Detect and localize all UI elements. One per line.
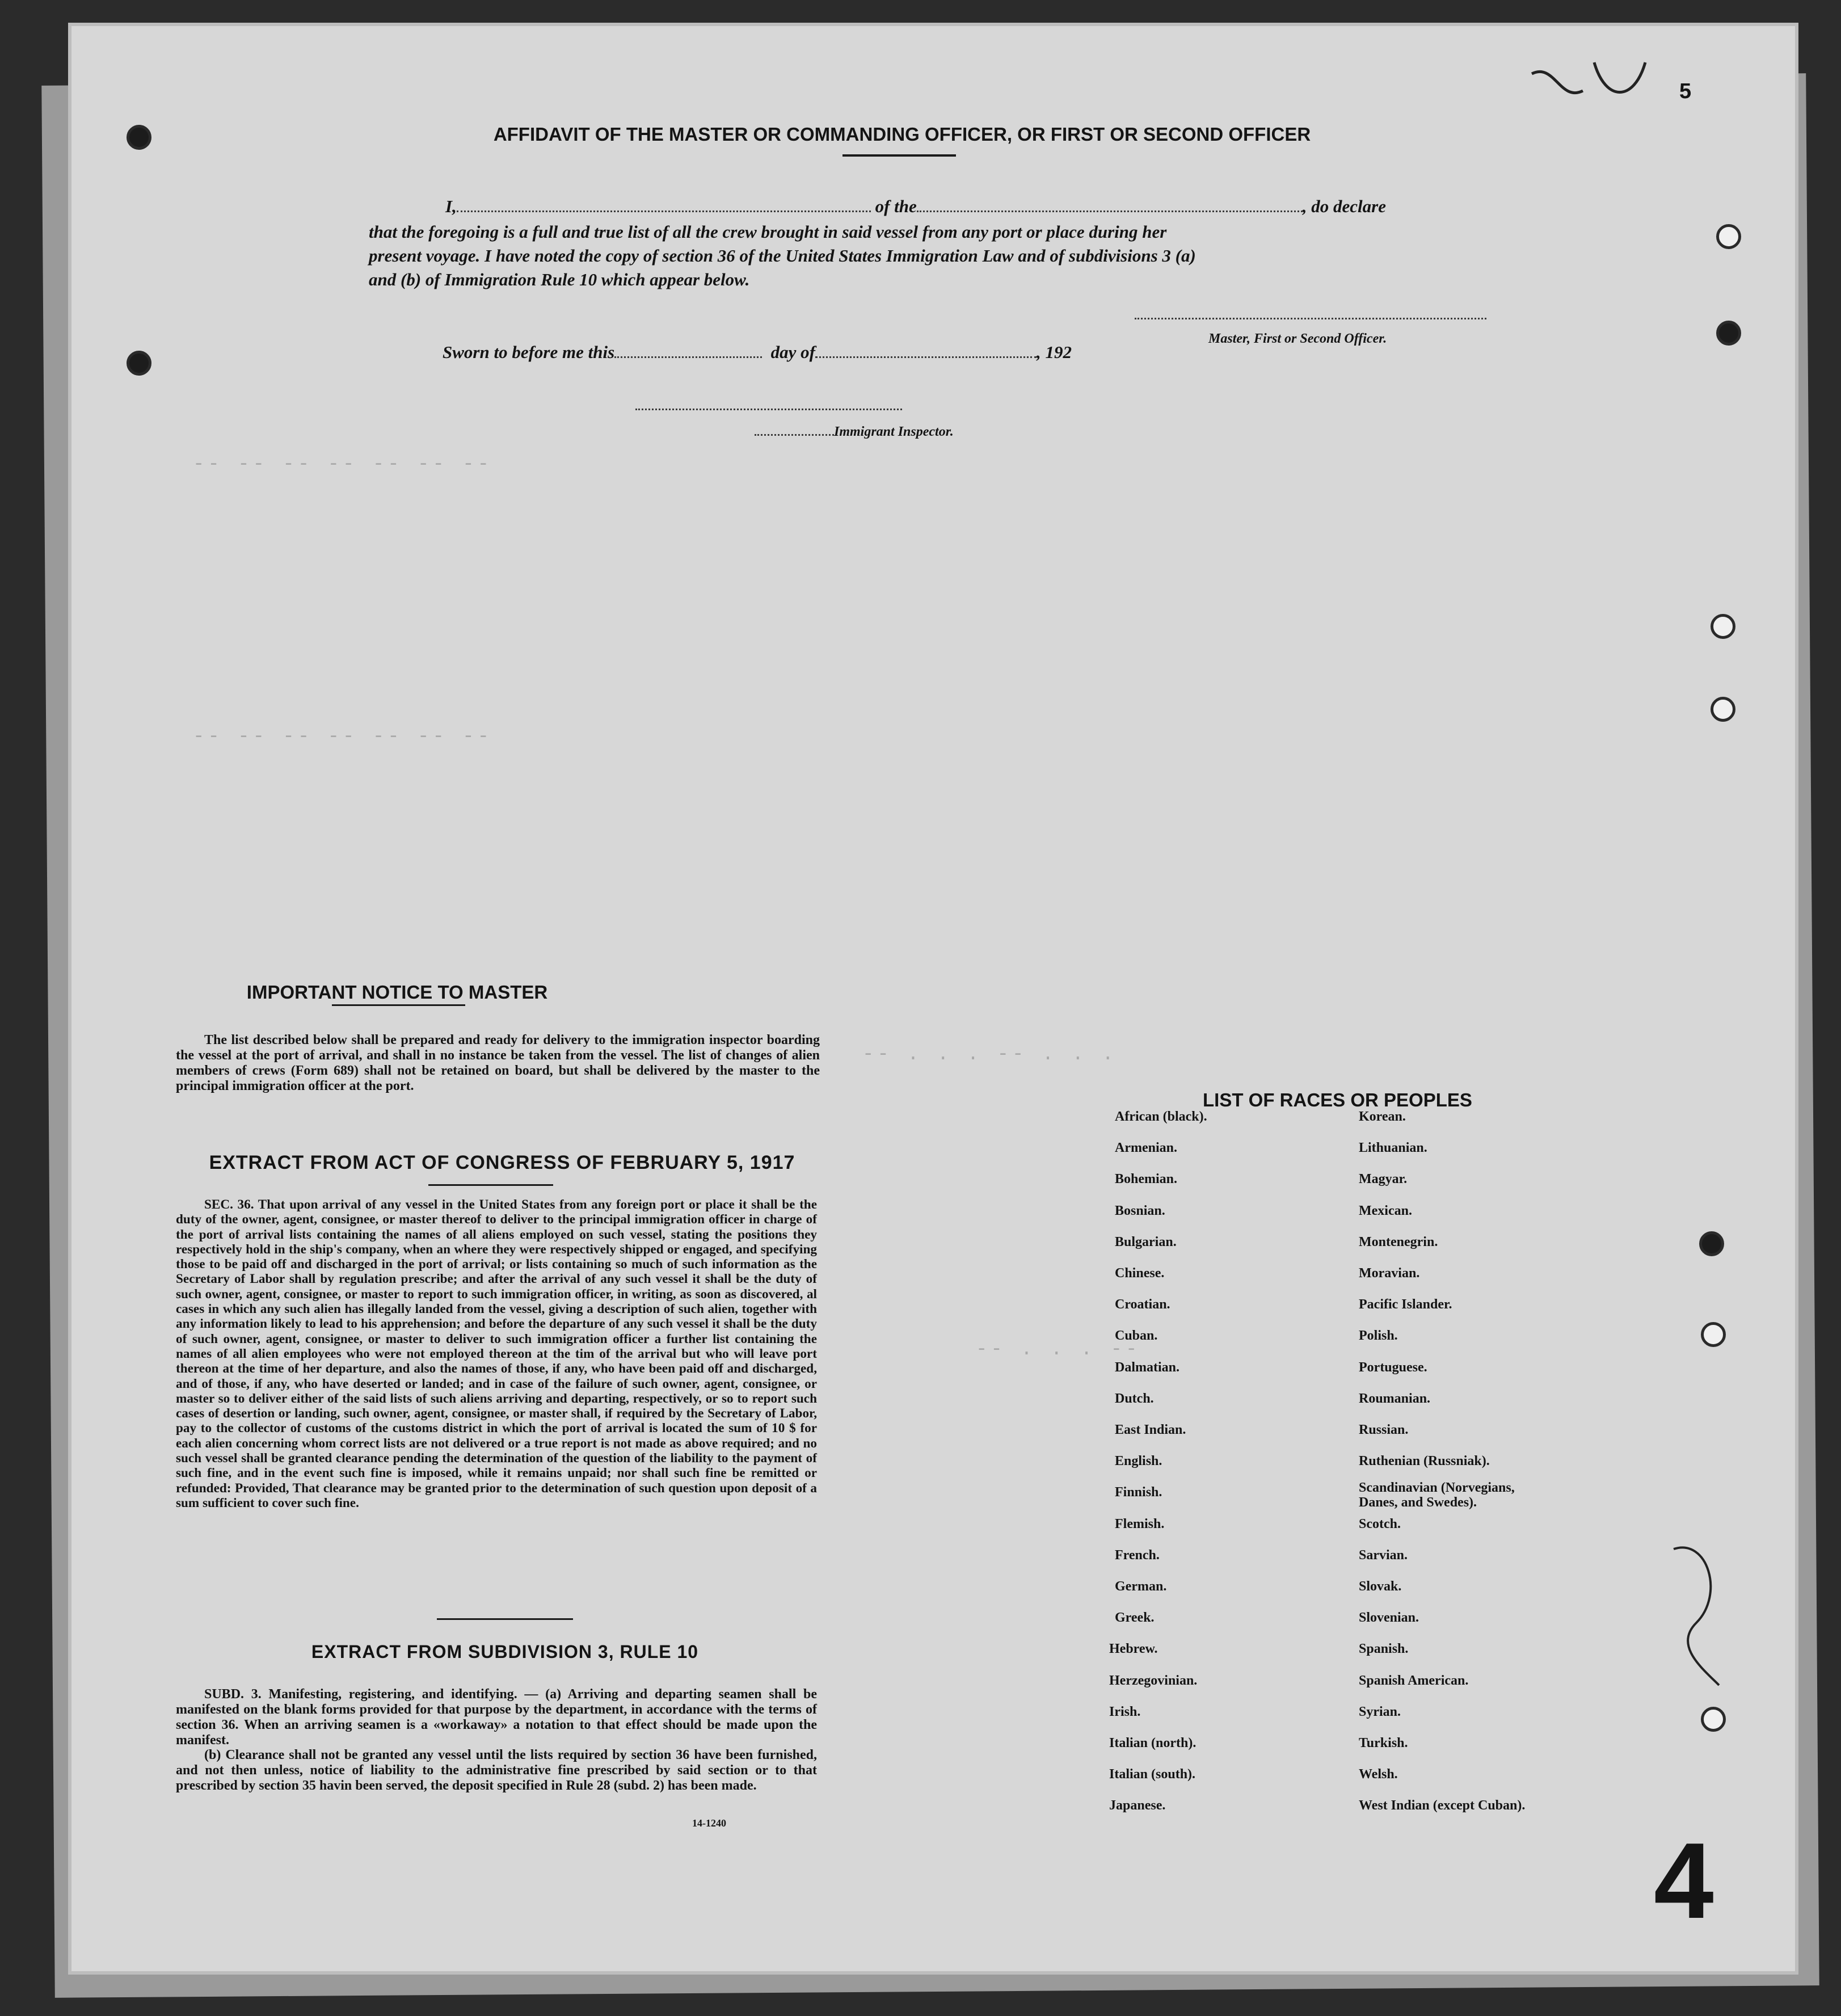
master-signature-line bbox=[1135, 318, 1486, 319]
race-left-item: Chinese. bbox=[1115, 1266, 1165, 1281]
inspector-dots bbox=[755, 434, 834, 436]
page-number-bottom: 4 bbox=[1654, 1821, 1714, 1941]
race-left-item: English. bbox=[1115, 1454, 1162, 1469]
race-right-item: Moravian. bbox=[1359, 1266, 1420, 1281]
race-left-item: Dalmatian. bbox=[1115, 1360, 1179, 1375]
form-number: 14-1240 bbox=[692, 1817, 726, 1829]
sworn-label: Sworn to before me this bbox=[443, 342, 615, 362]
sworn-day-field bbox=[614, 356, 762, 358]
race-left-item: Finnish. bbox=[1115, 1485, 1162, 1500]
race-left-item: Bohemian. bbox=[1115, 1172, 1178, 1187]
race-left-item: Dutch. bbox=[1115, 1391, 1154, 1406]
race-left-item: French. bbox=[1115, 1547, 1160, 1563]
race-left-item: Armenian. bbox=[1115, 1140, 1177, 1156]
race-left-item: Irish. bbox=[1109, 1704, 1141, 1719]
vessel-field bbox=[917, 211, 1303, 212]
declaration-end: , do declare bbox=[1302, 196, 1386, 216]
declaration-text-2: that the foregoing is a full and true list of all the crew brought in said vessel from any port or place during her bbox=[369, 222, 1167, 242]
race-right-item: Slovak. bbox=[1359, 1579, 1402, 1594]
inspector-label-line bbox=[755, 420, 954, 444]
sworn-line bbox=[443, 340, 1237, 364]
race-right-item: Roumanian. bbox=[1359, 1391, 1431, 1406]
title-rule bbox=[842, 154, 956, 157]
punch-hole bbox=[127, 125, 151, 150]
punch-hole bbox=[1716, 321, 1741, 346]
declaration-text-3: present voyage. I have noted the copy of section 36 of the United States Immigration Law and of subdivisions 3 (a) bbox=[369, 246, 1196, 266]
affidavit-title: AFFIDAVIT OF THE MASTER OR COMMANDING OFFICER, OR FIRST OR SECOND OFFICER bbox=[493, 124, 1311, 145]
race-right-item: Ruthenian (Russniak). bbox=[1359, 1454, 1490, 1469]
race-left-item: Herzegovinian. bbox=[1109, 1673, 1198, 1688]
race-right-item: Welsh. bbox=[1359, 1767, 1398, 1782]
rule-subd-b: (b) Clearance shall not be granted any vessel until the lists required by section 36 have been furnished, and not then unless, notice of liability to the administrative fine prescribed by said section or to that prescribed by section 35 havin been served, the deposit specified in Rule 28 (subd. 2) has been made. bbox=[176, 1748, 817, 1793]
rule-title: EXTRACT FROM SUBDIVISION 3, RULE 10 bbox=[311, 1642, 699, 1662]
notice-title: IMPORTANT NOTICE TO MASTER bbox=[246, 982, 548, 1003]
rule-subd-a: SUBD. 3. Manifesting, registering, and identifying. — (a) Arriving and departing seamen shall be manifested on the blank forms provided for that purpose by the department, in accordance with the terms of section 36. When an arriving seamen is a «workaway» a notation to that effect should be made upon the manifest. bbox=[176, 1687, 817, 1748]
page-number-top: 5 bbox=[1679, 79, 1692, 103]
race-left-item: Bosnian. bbox=[1115, 1203, 1165, 1218]
races-title: LIST OF RACES OR PEOPLES bbox=[1203, 1089, 1472, 1110]
name-field bbox=[457, 211, 871, 212]
notice-title-underline bbox=[332, 1004, 465, 1006]
year-label: , 192 bbox=[1037, 342, 1072, 362]
race-left-item: Croatian. bbox=[1115, 1297, 1170, 1312]
notice-text: The list described below shall be prepared and ready for delivery to the immigration inspector boarding the vessel at the port of arrival, and shall in no instance be taken from the vessel. The list of changes of alien members of crews (Form 689) shall not be retained on board, but shall be delivered by the master to the principal immigration officer at the port. bbox=[176, 1033, 820, 1093]
declaration-i: I, bbox=[445, 196, 457, 216]
day-of-label: day of bbox=[770, 342, 815, 362]
declaration-line bbox=[445, 195, 1489, 218]
race-left-item: Cuban. bbox=[1115, 1328, 1158, 1344]
master-signature-label: Master, First or Second Officer. bbox=[1208, 331, 1387, 346]
race-right-item: Spanish. bbox=[1359, 1642, 1409, 1657]
sworn-month-field bbox=[815, 356, 1037, 358]
punch-hole bbox=[1699, 1231, 1724, 1256]
rule-separator bbox=[437, 1618, 573, 1620]
race-right-item: Magyar. bbox=[1359, 1172, 1408, 1187]
race-right-item: Portuguese. bbox=[1359, 1360, 1427, 1375]
race-right-item: Korean. bbox=[1359, 1109, 1406, 1124]
race-right-item: Mexican. bbox=[1359, 1203, 1412, 1218]
act-title: EXTRACT FROM ACT OF CONGRESS OF FEBRUARY 5, 1917 bbox=[209, 1152, 795, 1173]
punch-hole bbox=[1701, 1322, 1726, 1347]
race-right-item: Spanish American. bbox=[1359, 1673, 1469, 1688]
race-right-item: Syrian. bbox=[1359, 1704, 1401, 1719]
race-left-item: Italian (south). bbox=[1109, 1767, 1196, 1782]
race-right-item: Scotch. bbox=[1359, 1516, 1401, 1531]
act-section-36: SEC. 36. That upon arrival of any vessel in the United States from any foreign port or place it shall be the duty of the owner, agent, consignee, or master thereof to deliver to the principal immigration officer in charge of the port of arrival lists containing the names of all aliens employed on such vessel, stating the positions they respectively hold in the ship's company, when an where they were respectively shipped or engaged, and specifying those to be paid off and discharged in the port of arrival; or lists containing so much of such information as the Secretary of Labor shall by regulation prescribe; and after the arrival of any such vessel it shall be the duty of such owner, agent, consignee, or master to report to such immigration officer, in writing, as soon as discovered, al cases in which any such alien has illegally landed from the vessel, giving a description of such alien, together with any information likely to lead to his apprehension; and before the departure of any such vessel it shall be the duty of such owner, agent, consignee, or master to deliver to such immigration officer a further list containing the names of all alien employees who were not employed thereon at the tim of the arrival but who will leave port thereon at the time of her departure, and also the names of those, if any, who have been paid off and discharged, and of those, if any, who have deserted or landed; and in case of the failure of such owner, agent, consignee, or master so to deliver either of the said lists of such aliens arriving and departing, respectively, or so to report such cases of desertion or landing, such owner, agent, consignee, or master shall, if required by the Secretary of Labor, pay to the collector of customs of the customs district in which the port of arrival is located the sum of 10 $ for each alien concerning whom correct lists are not delivered or a true report is not made as above required; and no such vessel shall be granted clearance pending the determination of the question of the liability to the payment of such fine, and in the event such fine is imposed, while it remains unpaid; nor shall such fine be remitted or refunded: Provided, That clearance may be granted prior to the determination of such question upon deposit of a sum sufficient to cover such fine. bbox=[176, 1197, 817, 1510]
race-right-item: Scandinavian (Norvegians, Danes, and Swedes). bbox=[1359, 1480, 1515, 1510]
race-right-item: Slovenian. bbox=[1359, 1610, 1419, 1626]
act-title-rule bbox=[428, 1184, 553, 1186]
document-page: -- -- -- -- -- -- -- -- -- -- -- -- -- -- -- . . . -- . . . -- . . . -- AFFIDAVIT OF THE MASTER OR COMMANDING OFFICER, OR FIRST OR SECOND OFFICER I, of the , do declare that the foregoing is a full and true list of all the crew brought in said vessel from any port or place during her present voyage. I have noted the copy of section 36 of the United States Immigration Law and of subdivisions 3 (a) and (b) of Immigration Rule 10 which appear below. Master, First or Second Officer. Sworn to before me this day of , 192 Immigrant Inspector. IMPORTANT NOTICE TO MASTER The list described below shall be prepared and ready for delivery to the immigration inspector boarding the vessel at the port of arrival, and shall in no instance be taken from the vessel. The list of changes of alien members of crews (Form 689) shall not be retained on board, but shall be delivered by the master to the principal immigration officer at the port. EXTRACT FROM ACT OF CONGRESS OF FEBRUARY 5, 1917 SEC. 36. That upon arrival of any vessel in the United States from any foreign port or place it shall be the duty of the owner, agent, consignee, or master thereof to deliver to the principal immigration officer in charge of the port of arrival lists containing the names of all aliens employed on such vessel, stating the positions they respectively hold in the ship's company, when an where they were respectively shipped or engaged, and specifying those to be paid off and discharged in the port of arrival; or lists containing so much of such information as the Secretary of Labor shall by regulation prescribe; and after the arrival of any such vessel it shall be the duty of such owner, agent, consignee, or master to report to such immigration officer, in writing, as soon as discovered, al cases in which any such alien has illegally landed from the vessel, giving a description of such alien, together with any information likely to lead to his apprehension; and before the departure of any such vessel it shall be the duty of such owner, agent, consignee, or master to deliver to such immigration officer a further list containing the names of all alien employees who were not employed thereon at the tim of the arrival but who will leave port thereon at the time of her departure, and also the names of those, if any, who have been paid off and discharged, and of those, if any, who have deserted or landed; and in case of the failure of such owner, agent, consignee, or master so to deliver either of the said lists of such aliens arriving and departing, respectively, or so to report such cases of desertion or landing, such owner, agent, consignee, or master shall, if required by the Secretary of Labor, pay to the collector of customs of the customs district in which the port of arrival is located the sum of 10 $ for each alien concerning whom correct lists are not delivered or a true report is not made as above required; and no such vessel shall be granted clearance pending the determination of the question of the liability to the payment of such fine, and in the event such fine is imposed, while it remains unpaid; nor shall such fine be remitted or refunded: Provided, That clearance may be granted prior to the determination of such question upon deposit of a sum sufficient to cover such fine. EXTRACT FROM SUBDIVISION 3, RULE 10 SUBD. 3. Manifesting, registering, and identifying. — (a) Arriving and departing seamen shall be manifested on the blank forms provided for that purpose by the department, in accordance with the terms of section 36. When an arriving seamen is a «workaway» a notation to that effect should be made upon the manifest. (b) Clearance shall not be granted any vessel until the lists required by section 36 have been furnished, and not then unless, notice of liability to the administrative fine prescribed by said section or to that prescribed by section 35 havin been served, the deposit specified in Rule 28 (subd. 2) has been made. 14-1240 LIST OF RACES OR PEOPLES African (black). Armenian. Bohemian. Bosnian. Bulgarian. Chinese. Croatian. Cuban. Dalmatian. Dutch. East Indian. English. Finnish. Flemish. French. German. Greek. Hebrew. Herzegovinian. Irish. Italian (north). Italian (south). Japanese. Korean. Lithuanian. Magyar. Mexican. Montenegrin. Moravian. Pacific Islander. Polish. Portuguese. Roumanian. Russian. Ruthenian (Russniak). Scandinavian (Norvegians, Danes, and Swedes). Scotch. Sarvian. Slovak. Slovenian. Spanish. Spanish American. Syrian. Turkish. Welsh. West Indian (except Cuban). 5 4 bbox=[68, 23, 1798, 1975]
race-left-item: Japanese. bbox=[1109, 1798, 1166, 1813]
race-right-item: Lithuanian. bbox=[1359, 1140, 1427, 1156]
race-left-item: East Indian. bbox=[1115, 1422, 1186, 1437]
inspector-label: Immigrant Inspector. bbox=[834, 424, 954, 439]
race-left-item: Hebrew. bbox=[1109, 1642, 1158, 1657]
declaration-of: of the bbox=[875, 196, 917, 216]
race-right-item: Montenegrin. bbox=[1359, 1234, 1438, 1249]
race-right-item: Sarvian. bbox=[1359, 1547, 1408, 1563]
punch-hole bbox=[127, 351, 151, 376]
race-right-item: Turkish. bbox=[1359, 1736, 1408, 1750]
race-right-item: Pacific Islander. bbox=[1359, 1297, 1452, 1312]
pencil-check-mark bbox=[1662, 1526, 1730, 1691]
race-left-item: German. bbox=[1115, 1579, 1167, 1594]
punch-hole bbox=[1701, 1707, 1726, 1732]
punch-hole bbox=[1716, 224, 1741, 249]
race-left-item: African (black). bbox=[1115, 1109, 1207, 1124]
race-right-item: West Indian (except Cuban). bbox=[1359, 1798, 1526, 1813]
declaration-text-4: and (b) of Immigration Rule 10 which appear below. bbox=[369, 270, 750, 289]
top-handwriting-mark bbox=[1520, 40, 1679, 119]
race-left-item: Flemish. bbox=[1115, 1516, 1165, 1531]
punch-hole bbox=[1711, 697, 1735, 722]
race-left-item: Bulgarian. bbox=[1115, 1234, 1177, 1249]
race-right-item: Polish. bbox=[1359, 1328, 1398, 1344]
inspector-signature-line bbox=[635, 409, 902, 410]
race-left-item: Italian (north). bbox=[1109, 1736, 1197, 1750]
race-left-item: Greek. bbox=[1115, 1610, 1155, 1626]
punch-hole bbox=[1711, 614, 1735, 639]
race-right-item: Russian. bbox=[1359, 1422, 1409, 1437]
